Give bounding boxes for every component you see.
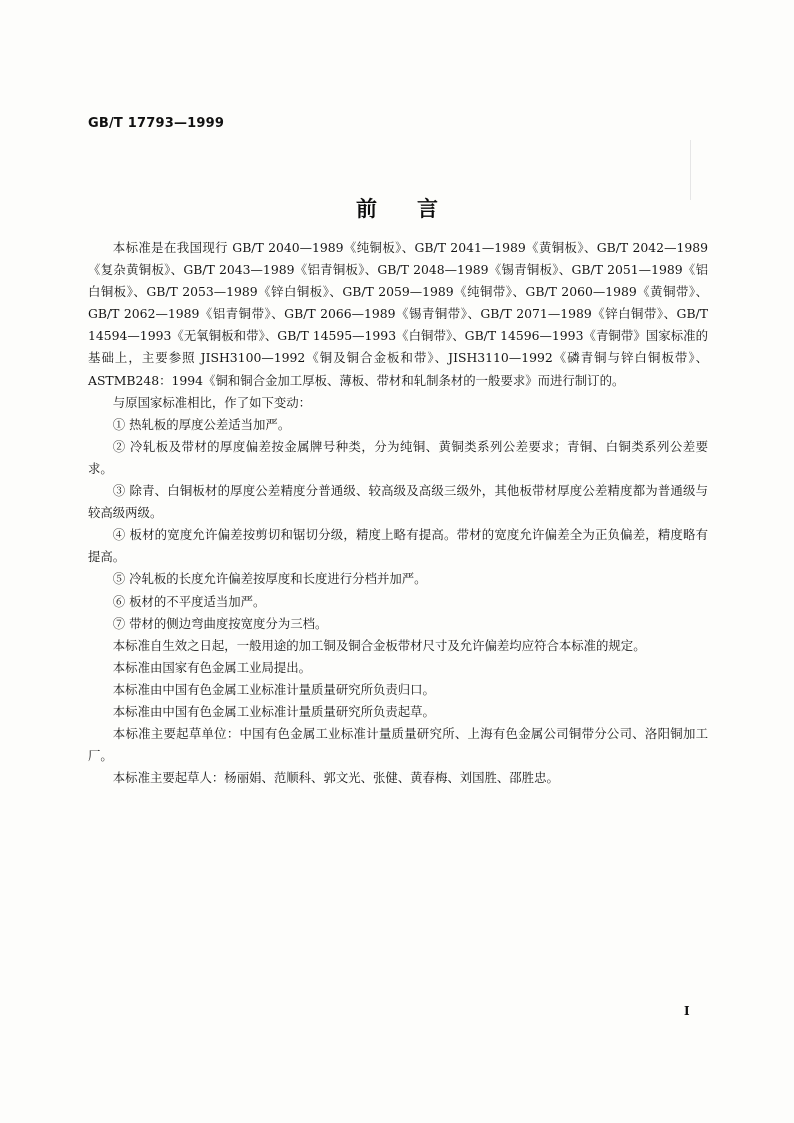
paragraph-change-5: ⑤ 冷轧板的长度允许偏差按厚度和长度进行分档并加严。 [112,571,427,587]
paragraph-change-3: ③ 除青、白铜板材的厚度公差精度分普通级、较高级及高级三级外，其他板带材厚度公差精度都为普通级与较高级两级。 [88,483,708,521]
paragraph-basis: 本标准是在我国现行 GB/T 2040—1989《纯铜板》、GB/T 2041—1989《黄铜板》、GB/T 2042—1989《复杂黄铜板》、GB/T 2043—1989《铝青铜板》、GB/T 2048—1989《锡青铜板》、GB/T 2051—1989《铝白铜板》、GB/T 2053—1989《锌白铜板》、GB/T 2059—1989《纯铜带》、GB/T 2060—1989《黄铜带》、GB/T 2062—1989《铝青铜带》、GB/T 2066—1989《锡青铜带》、GB/T 2071—1989《锌白铜带》、GB/T 14594—1993《无氧铜板和带》、GB/T 14595—1993《白铜带》、GB/T 14596—1993《青铜带》国家标准的基础上，主要参照 JISH3100—1992《铜及铜合金板和带》、JISH3110—1992《磷青铜与锌白铜板带》、ASTMB248：1994《铜和铜合金加工厚板、薄板、带材和轧制条材的一般要求》而进行制订的。 [88,240,708,388]
standard-code-header: GB/T 17793—1999 [88,116,225,131]
foreword-body [88,237,708,789]
scan-edge-mark [690,140,691,200]
page-title: 前言 [356,197,478,221]
paragraph-drafting-units: 本标准主要起草单位：中国有色金属工业标准计量质量研究所、上海有色金属公司铜带分公司、洛阳铜加工厂。 [88,726,708,764]
paragraph-change-1: ① 热轧板的厚度公差适当加严。 [112,416,291,432]
paragraph-change-7: ⑦ 带材的侧边弯曲度按宽度分为三档。 [112,615,328,631]
paragraph-change-2: ② 冷轧板及带材的厚度偏差按金属牌号种类，分为纯铜、黄铜类系列公差要求；青铜、白铜类系列公差要求。 [88,438,708,476]
paragraph-changes-intro: 与原国家标准相比，作了如下变动： [112,394,312,410]
paragraph-scope: 本标准自生效之日起，一般用途的加工铜及铜合金板带材尺寸及允许偏差均应符合本标准的规定。 [112,637,646,653]
paragraph-change-6: ⑥ 板材的不平度适当加严。 [112,593,266,609]
page-number: I [684,1004,690,1018]
paragraph-centralized-by: 本标准由中国有色金属工业标准计量质量研究所负责归口。 [112,681,435,697]
paragraph-drafted-by: 本标准由中国有色金属工业标准计量质量研究所负责起草。 [112,703,435,719]
paragraph-change-4: ④ 板材的宽度允许偏差按剪切和锯切分级，精度上略有提高。带材的宽度允许偏差全为正负偏差，精度略有提高。 [88,527,708,565]
paragraph-proposed-by: 本标准由国家有色金属工业局提出。 [112,659,312,675]
paragraph-drafters: 本标准主要起草人：杨丽娟、范顺科、郭文光、张健、黄春梅、刘国胜、邵胜忠。 [112,770,559,786]
